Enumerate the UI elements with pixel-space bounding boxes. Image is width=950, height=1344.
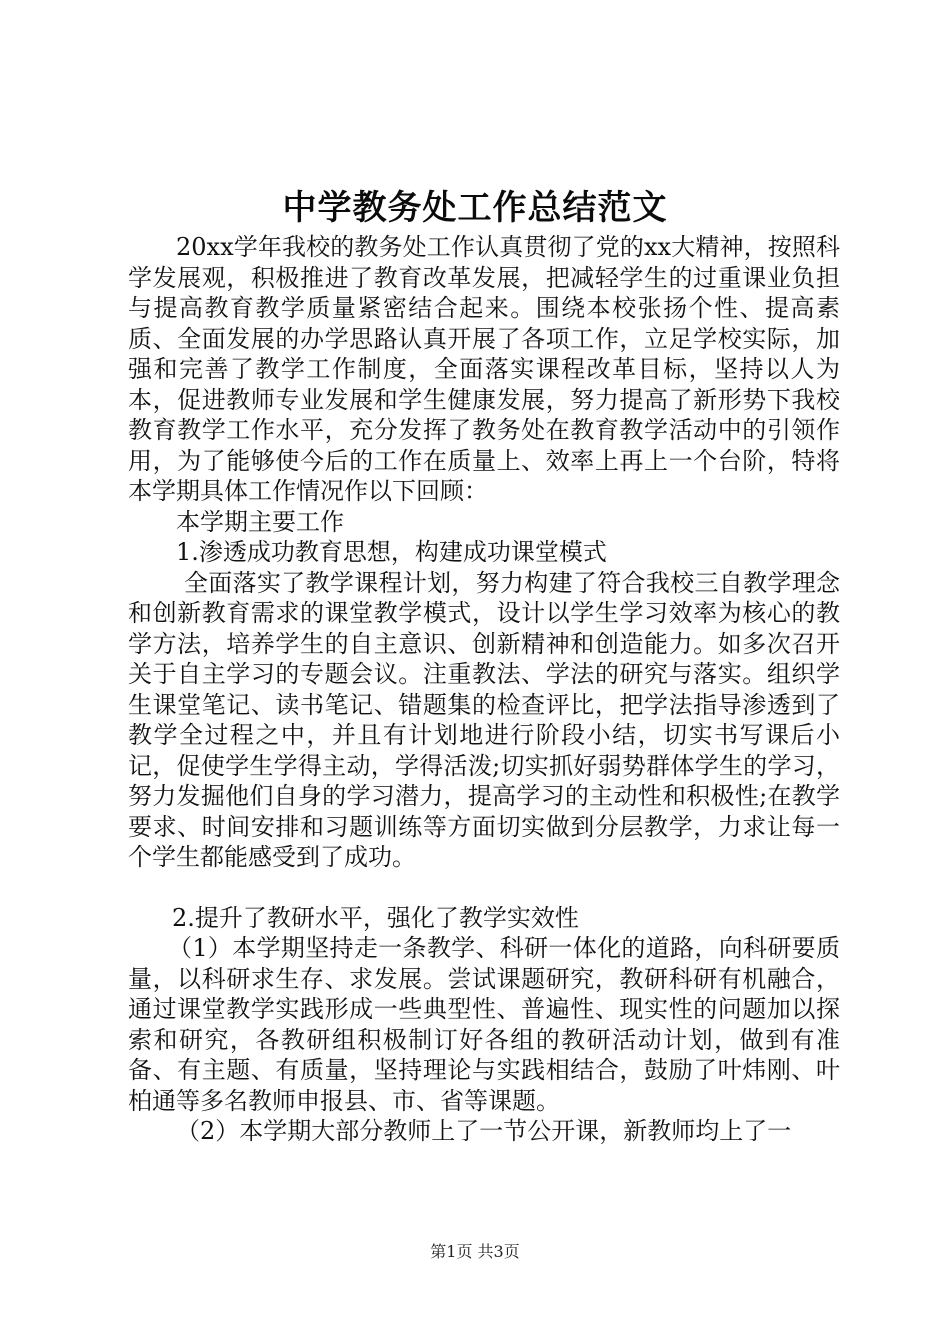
paragraph-spacer [128,873,840,903]
document-body [128,232,840,1147]
body-paragraph-3: （2）本学期大部分教师上了一节公开课，新教师均上了一 [176,1117,792,1145]
document-title: 中学教务处工作总结范文 [282,188,668,228]
page-number-footer: 第1页 共3页 [430,1242,520,1261]
body-paragraph-1: 全面落实了教学课程计划，努力构建了符合我校三自教学理念和创新教育需求的课堂教学模式，设计以学生学习效率为核心的教学方法，培养学生的自主意识、创新精神和创造能力。如多次召开关于自主学习的专题会议。注重教法、学法的研究与落实。组织学生课堂笔记、读书笔记、错题集的检查评比，把学法指导渗透到了教学全过程之中，并且有计划地进行阶段小结，切实书写课后小记，促使学生学得主动，学得活泼;切实抓好弱势群体学生的学习，努力发掘他们自身的学习潜力，提高学习的主动性和积极性;在教学要求、时间安排和习题训练等方面切实做到分层教学，力求让每一个学生都能感受到了成功。 [128,568,840,871]
intro-paragraph: 20xx学年我校的教务处工作认真贯彻了党的xx大精神，按照科学发展观，积极推进了教育改革发展，把减轻学生的过重课业负担与提高教育教学质量紧密结合起来。围绕本校张扬个性、提高素质、全面发展的办学思路认真开展了各项工作，立足学校实际，加强和完善了教学工作制度，全面落实课程改革目标，坚持以人为本，促进教师专业发展和学生健康发展，努力提高了新形势下我校教育教学工作水平，充分发挥了教务处在教育教学活动中的引领作用，为了能够使今后的工作在质量上、效率上再上一个台阶，特将本学期具体工作情况作以下回顾： [128,233,840,505]
body-paragraph-2: （1）本学期坚持走一条教学、科研一体化的道路，向科研要质量，以科研求生存、求发展。尝试课题研究，教研科研有机融合，通过课堂教学实践形成一些典型性、普遍性、现实性的问题加以探索和研究，各教研组积极制订好各组的教研活动计划，做到有准备、有主题、有质量，坚持理论与实践相结合，鼓励了叶炜刚、叶柏通等多名教师申报县、市、省等课题。 [128,934,840,1115]
section-heading: 本学期主要工作 [176,507,344,536]
subsection-heading-1: 1.渗透成功教育思想，构建成功课堂模式 [176,538,607,566]
subsection-heading-2: 2.提升了教研水平，强化了教学实效性 [172,903,579,932]
